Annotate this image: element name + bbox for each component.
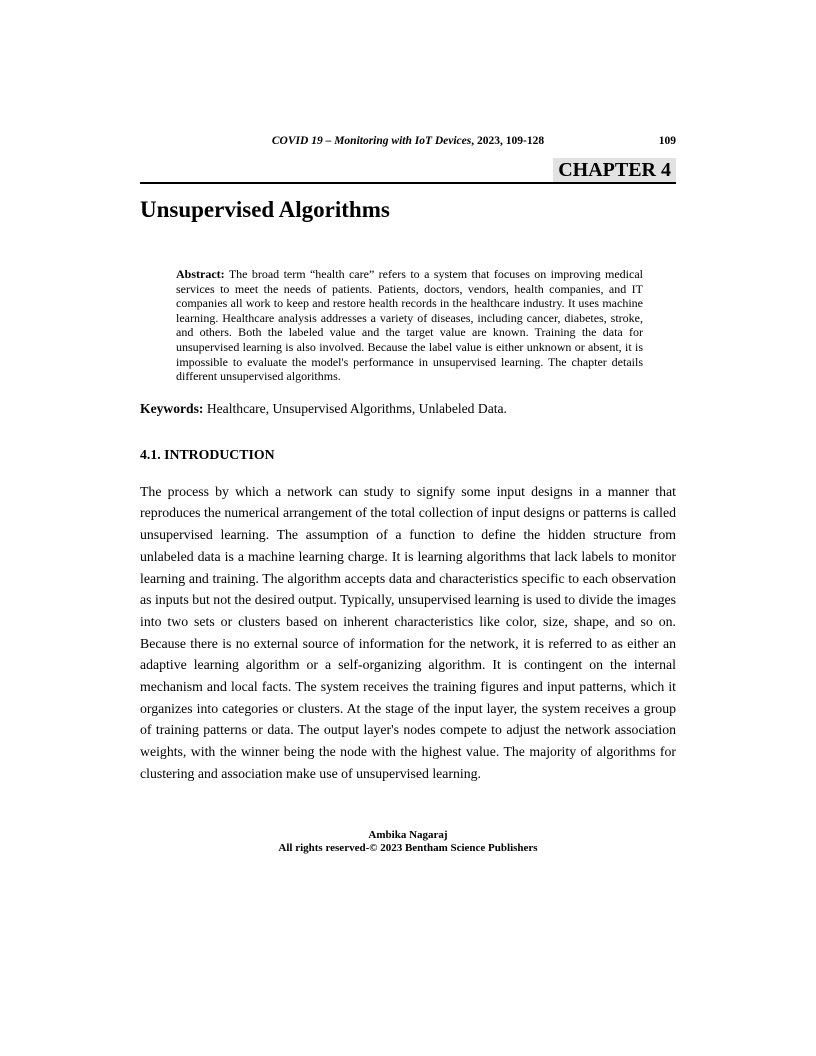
keywords — [140, 400, 676, 417]
section-body-introduction: The process by which a network can study to signify some input designs in a manner that reproduces the numerical arrangement of the total collection of input designs or patterns is called unsupervised learning. The assumption of a function to define the hidden structure from unlabeled data is a machine learning charge. It is learning algorithms that lack labels to monitor learning and training. The algorithm accepts data and characteristics specific to each observation as inputs but not the desired output. Typically, unsupervised learning is used to divide the images into two sets or clusters based on inherent characteristics like color, size, shape, and so on. Because there is no external source of information for the network, it is referred to as either an adaptive learning algorithm or a self-organizing algorithm. It is contingent on the internal mechanism and local facts. The system receives the training figures and input patterns, which it organizes into categories or clusters. At the stage of the input layer, the system receives a group of training patterns or data. The output layer's nodes compete to adjust the network association weights, with the winner being the node with the highest value. The majority of algorithms for clustering and association make use of unsupervised learning. — [140, 483, 676, 781]
footer-author: Ambika Nagaraj — [368, 828, 448, 841]
abstract-text: The broad term “health care” refers to a system that focuses on improving medical services to meet the needs of patients. Patients, doctors, vendors, health companies, and IT companies all work to keep and restore health records in the healthcare industry. It uses machine learning. Healthcare analysis addresses a variety of diseases, including cancer, diabetes, stroke, and others. Both the labeled value and the target value are known. Training the data for unsupervised learning is also involved. Because the label value is either unknown or absent, it is impossible to evaluate the model's performance in unsupervised learning. The chapter details different unsupervised algorithms. — [176, 267, 643, 384]
chapter-label: CHAPTER 4 — [553, 158, 676, 182]
chapter-rule — [140, 158, 676, 184]
keywords-text: Healthcare, Unsupervised Algorithms, Unlabeled Data. — [203, 400, 507, 416]
section-heading-introduction: 4.1. INTRODUCTION — [140, 446, 275, 462]
chapter-title: Unsupervised Algorithms — [140, 197, 390, 222]
running-head-citation-suffix: , 2023, 109-128 — [471, 135, 545, 147]
running-head-book-title: COVID 19 – Monitoring with IoT Devices — [271, 135, 472, 147]
keywords-label: Keywords: — [140, 400, 204, 416]
footer-rights: All rights reserved-© 2023 Bentham Science Publishers — [278, 842, 538, 855]
running-head — [140, 134, 676, 148]
page-number: 109 — [658, 135, 676, 147]
abstract-label: Abstract: — [176, 267, 225, 281]
page-footer — [140, 829, 676, 856]
abstract — [176, 267, 643, 384]
running-head-citation — [272, 135, 544, 147]
